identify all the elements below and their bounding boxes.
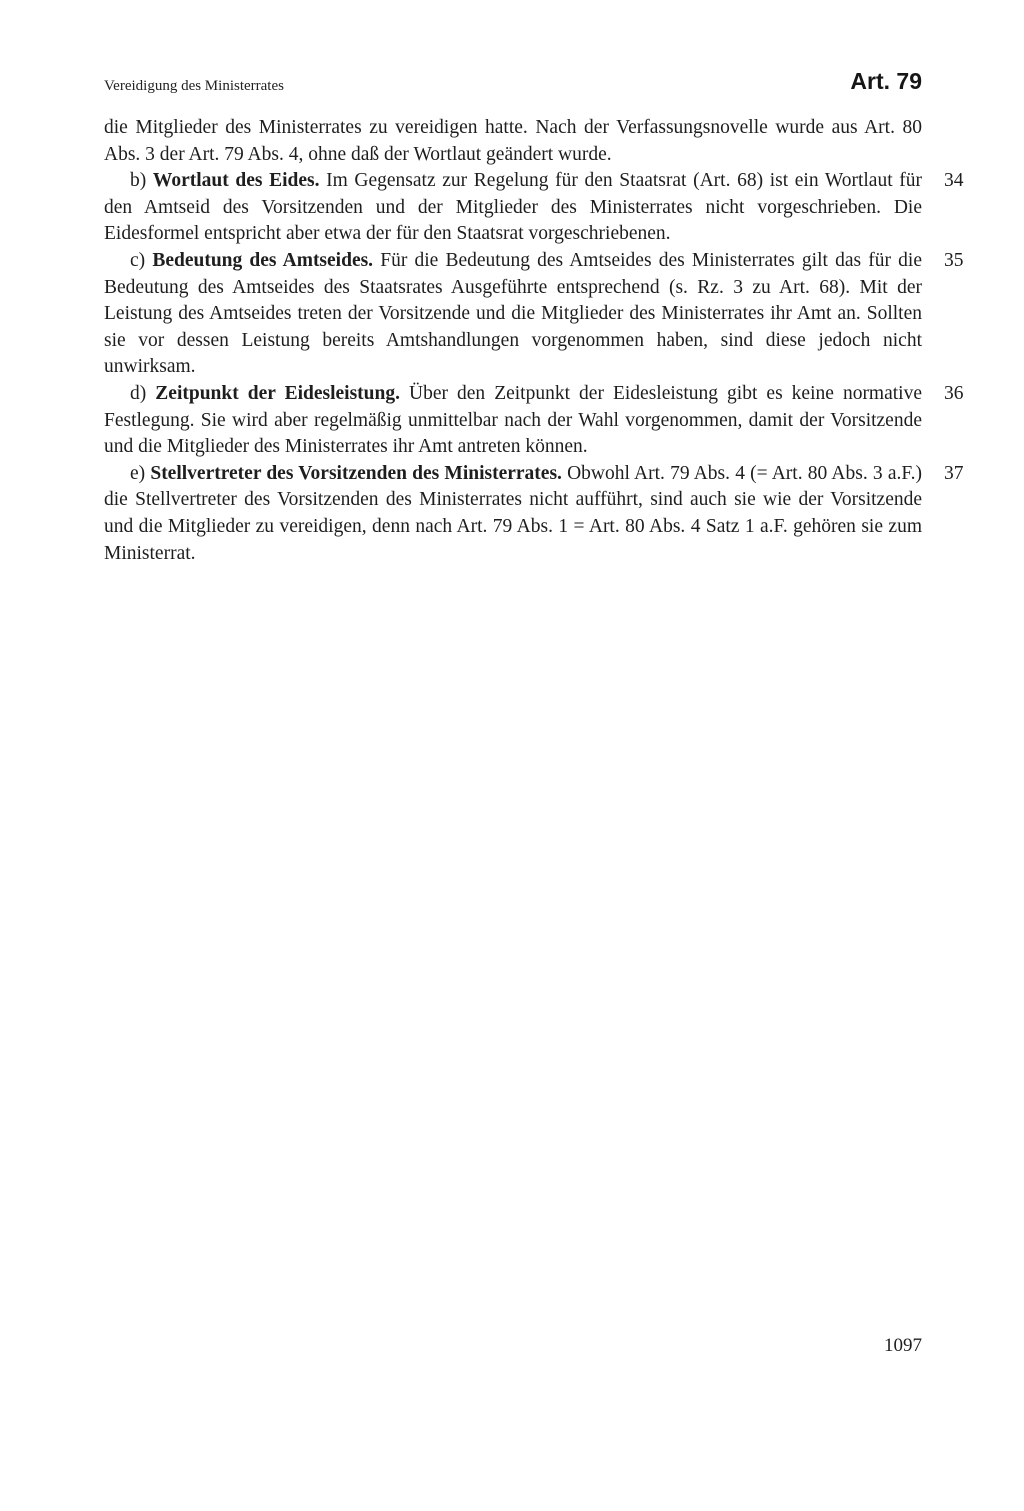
paragraph-heading: Zeitpunkt der Eidesleistung. bbox=[155, 382, 400, 404]
paragraph-text: die Mitglieder des Ministerrates zu vereidigen hatte. Nach der Verfassungsnovelle wurde aus Art. 80 Abs. 3 der Art. 79 Abs. 4, ohne daß der Wortlaut geändert wurde. bbox=[104, 117, 922, 165]
paragraph-text: Über den Zeitpunkt der Eidesleistung gibt es keine normative Festlegung. Sie wird aber regelmäßig unmittelbar nach der Wahl vorgenommen, damit der Vorsitzende und die Mitglieder des Ministerrates ihr Amt antreten können. bbox=[104, 382, 922, 458]
margin-number: 34 bbox=[944, 170, 964, 192]
paragraph-text: Im Gegensatz zur Regelung für den Staatsrat (Art. 68) ist ein Wortlaut für den Amtseid des Vorsitzenden und der Mitglieder des Ministerrates nicht vorgeschrieben. Die Eidesformel entspricht aber etwa der für den Staatsrat vorgeschriebenen. bbox=[104, 170, 922, 245]
paragraph-heading: Stellvertreter des Vorsitzenden des Ministerrates. bbox=[150, 462, 562, 484]
paragraph-d bbox=[104, 381, 964, 461]
margin-number: 35 bbox=[944, 249, 964, 271]
article-label: Art. 79 bbox=[850, 68, 922, 94]
paragraph-label: b) bbox=[130, 170, 153, 192]
margin-number: 37 bbox=[944, 462, 964, 484]
paragraph-e bbox=[104, 461, 964, 567]
paragraph-heading: Bedeutung des Amtseides. bbox=[152, 249, 374, 271]
paragraph-label: e) bbox=[130, 462, 151, 484]
margin-number: 36 bbox=[944, 382, 964, 404]
paragraph-label: c) bbox=[130, 249, 153, 271]
paragraph-b bbox=[104, 168, 964, 248]
paragraph-heading: Wortlaut des Eides. bbox=[152, 170, 320, 192]
paragraph-text: Für die Bedeutung des Amtseides des Ministerrates gilt das für die Bedeutung des Amtseides des Staatsrates Ausgeführte entsprechend (s. Rz. 3 zu Art. 68). Mit der Leistung des Amtseides treten der Vorsitzende und die Mitglieder des Ministerrates ihr Amt an. Sollten sie vor dessen Leistung bereits Amtshandlungen vorgenommen haben, sind diese jedoch nicht unwirksam. bbox=[104, 249, 922, 378]
paragraph-label: d) bbox=[130, 382, 156, 404]
paragraph-c bbox=[104, 248, 964, 381]
paragraph-text: Obwohl Art. 79 Abs. 4 (= Art. 80 Abs. 3 a.F.) die Stellvertreter des Vorsitzenden des Ministerrates nicht aufführt, sind auch sie wie der Vorsitzende und die Mitglieder zu vereidigen, denn nach Art. 79 Abs. 1 = Art. 80 Abs. 4 Satz 1 a.F. gehören sie zum Ministerrat. bbox=[104, 462, 922, 564]
body-text bbox=[104, 115, 964, 567]
running-head: Vereidigung des Ministerrates bbox=[104, 78, 284, 94]
paragraph-continuation bbox=[104, 115, 922, 168]
page-number: 1097 bbox=[884, 1335, 922, 1356]
